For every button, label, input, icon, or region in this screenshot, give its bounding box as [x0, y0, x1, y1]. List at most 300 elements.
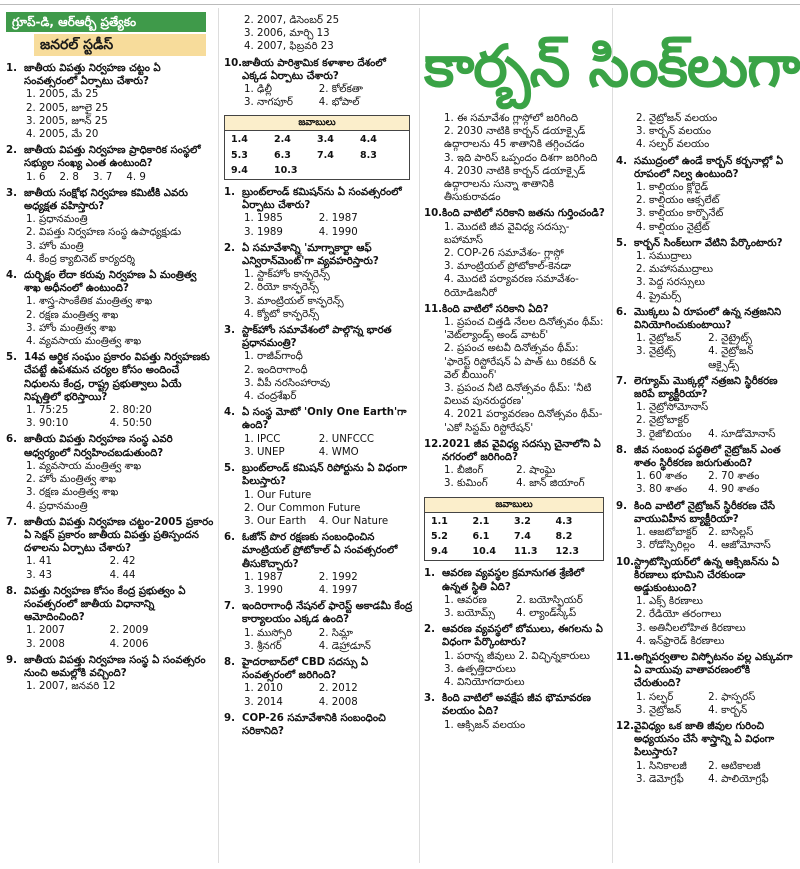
- option: 3. అతినీలలోహిత కిరణాలు: [636, 622, 746, 634]
- question-number: 9.: [224, 712, 235, 724]
- question-item: [616, 375, 800, 441]
- question: [224, 57, 414, 83]
- option: 3. ప్రపంచ నీటి దినోత్సవం థీమ్: 'నీటి విలువ పునరుద్ధరణ': [444, 383, 592, 408]
- option: 3. 2005, జూన్ 25: [26, 115, 108, 127]
- option-row: [616, 760, 800, 786]
- option: 4. సల్ఫర్ వలయం: [636, 139, 710, 151]
- question: [616, 237, 800, 250]
- option: 2. 42: [109, 556, 136, 568]
- question-item: [616, 651, 800, 717]
- option: 1. 2010: [244, 683, 283, 695]
- column-1: [6, 0, 216, 693]
- option: 1. 2005, మే 25: [26, 89, 99, 101]
- question-number: 3.: [224, 325, 235, 337]
- option: 3. నాగపూర్: [244, 97, 293, 109]
- option: 4. 2030 నాటికి కార్బన్ డయాక్సైడ్ ఉద్గారాలను సున్నా శాతానికి తీసుకురావడం: [444, 165, 586, 204]
- question-text: అగ్నిపర్వతాల విస్ఫోటనం వల్ల ఎక్కువగా ఏ వాయువు వాతావరణంలోకి చేరుతుంది?: [634, 651, 793, 690]
- option: 3. 43: [26, 569, 52, 581]
- option: 3. ఉత్పత్తిదారులు: [444, 663, 516, 675]
- option-row: [6, 404, 216, 430]
- option: 3. 1989: [244, 226, 283, 238]
- option: 4. నైట్రోజన్ ఆక్సైడ్స్: [708, 346, 754, 371]
- question-number: 8.: [224, 656, 235, 668]
- option-row: [616, 428, 800, 441]
- option: 1. సల్ఫర్: [636, 691, 674, 703]
- option: 4. కార్బన్: [708, 704, 748, 716]
- option: 4. WMO: [318, 446, 359, 458]
- option: 2. కాల్షియం ఆక్సలేట్: [636, 195, 720, 207]
- option: 1. శాస్త్ర-సాంకేతిక మంత్రిత్వ శాఖ: [26, 296, 153, 308]
- option: 2. కోల్‌కతా: [318, 84, 363, 96]
- question-number: 7.: [224, 601, 235, 613]
- option: 4. వినియోగదారులు: [444, 676, 525, 688]
- question-number: 9.: [6, 654, 17, 666]
- answer-grid: [225, 131, 409, 179]
- question-number: 3.: [6, 187, 17, 199]
- question-text: కింది వాటిలో సరికాని ఏది?: [442, 303, 549, 315]
- question-text: సముద్రంలో ఉండే కార్బన్ కర్బనాల్లో ఏ రూపంలో నిల్వ ఉంటుంది?: [634, 155, 784, 180]
- option: 4. 44: [109, 569, 136, 581]
- question-item: [424, 207, 608, 299]
- option: 3. నైట్రేట్స్: [636, 346, 676, 358]
- option: 3. 80 శాతం: [636, 484, 688, 496]
- option: 4. వ్యవసాయ మంత్రిత్వ శాఖ: [26, 336, 142, 348]
- option: 3. 1990: [244, 584, 283, 596]
- question-text: జీవ సంబంధ పద్ధతిలో నైట్రోజన్ ఎంత శాతం స్థిరీకరణ జరుగుతుంది?: [634, 444, 781, 470]
- answer-item: 8.2: [555, 530, 573, 542]
- option: 1. రాజీవ్‌గాంధీ: [244, 351, 303, 363]
- answer-item: 7.4: [317, 149, 334, 161]
- option: 1. 1985: [244, 213, 283, 225]
- answer-item: 3.2: [514, 515, 531, 527]
- option-row: [6, 624, 216, 650]
- column-3: [424, 112, 608, 732]
- column-divider: [218, 8, 219, 863]
- question: [224, 186, 414, 212]
- option: 3. Our Earth: [244, 515, 307, 527]
- answer-item: 4.4: [360, 134, 377, 146]
- option: 4. 2005, మే 20: [26, 129, 99, 141]
- option: 2. ఆటికాలజీ: [708, 760, 761, 772]
- option: 1. 2007, జనవరి 12: [26, 681, 116, 693]
- option: 2. మహాసముద్రాలు: [636, 264, 714, 276]
- answer-item: 6.3: [274, 149, 291, 161]
- question-text: బ్రుంట్‌లాండ్ కమిషన్‌ను ఏ సంవత్సరంలో ఏర్పాటు చేశారు?: [242, 187, 402, 212]
- question-text: హైదరాబాద్‌లో CBD సదస్సు ఏ సంవత్సరంలో జరిగింది?: [242, 656, 369, 682]
- option: 1. Our Future: [244, 489, 312, 501]
- question-number: 4.: [616, 155, 627, 167]
- option: 3. డెమోగ్రఫీ: [636, 773, 684, 785]
- option: 4. మొదటి పర్యావరణ సమావేశం-రియోడిజనీరో: [444, 274, 579, 299]
- question-text: ఆవరణ వ్యవస్థలో బోములు, ఈగలను ఏ విధంగా పేర్కొంటారు?: [442, 624, 603, 649]
- page-headline: కార్బన్ సింక్‌లుగా: [424, 32, 800, 100]
- question-text: ఏ సంస్థ మోటో 'Only One Earth'గా ఉంది?: [242, 407, 407, 432]
- option: 4. Our Nature: [318, 515, 389, 527]
- option: 1. పరాన్న జీవులు 2. విచ్ఛిన్నకారులు: [444, 650, 590, 662]
- option: 2. రక్షణ మంత్రిత్వ శాఖ: [26, 309, 119, 321]
- option-row: [224, 627, 414, 653]
- option: 4. సూడోమోనాస్: [708, 428, 776, 440]
- option: 2. ఇందిరాగాంధీ: [244, 364, 308, 376]
- option: 4. ప్రైమర్స్: [636, 290, 682, 302]
- question-list-6: [616, 112, 800, 786]
- option: 2. 2030 నాటికి కార్బన్ డయాక్సైడ్ ఉద్గారాలను 45 శాతానికి తగ్గించడం: [444, 126, 586, 151]
- question-number: 1.: [224, 187, 235, 199]
- question-number: 12.: [424, 438, 443, 450]
- question-text: జాతీయ విపత్తు నిర్వహణ సంస్థ ఎవరి ఆధ్వర్యంలో నిర్వహించబడుతుంది?: [24, 434, 173, 459]
- question: [224, 656, 414, 682]
- option: 2. నైట్రైట్స్: [708, 333, 752, 345]
- option: 4. డెహ్రాడూన్: [318, 640, 371, 652]
- question-number: 3.: [424, 693, 435, 705]
- option-row: [616, 691, 800, 717]
- option: 1. వ్యవసాయ మంత్రిత్వ శాఖ: [26, 460, 142, 472]
- option: 4. 2021 పర్యావరణం దినోత్సవం థీమ్- 'ఎకో సిస్టమ్ రిస్టోరేషన్': [444, 409, 603, 434]
- option-row: [224, 83, 414, 109]
- option-row: [224, 433, 414, 459]
- question-item: [6, 433, 216, 512]
- question-text: ఏ సమావేశాన్ని 'మాగ్నాకార్టా ఆఫ్ ఎన్విరాన్‌మెంట్'గా వ్యవహరిస్తారు?: [242, 242, 379, 268]
- option: 1. మొదటి జీవ వైవిధ్య సదస్సు-బహామాస్: [444, 221, 570, 246]
- option: 2. బయోస్ఫియర్: [516, 594, 583, 606]
- option: 2. బాసిల్లస్: [708, 527, 754, 539]
- question-text: జాతీయ విపత్తు నిర్వహణ చట్టం ఏ సంవత్సరంలో ఏర్పాటు చేశారు?: [24, 63, 161, 88]
- question-item: [224, 600, 414, 653]
- question-item: [6, 187, 216, 266]
- option-row: [616, 526, 800, 552]
- option: 3. 2006, మార్చి 13: [244, 28, 330, 40]
- option: 1. IPCC: [244, 433, 281, 445]
- question: [224, 406, 414, 432]
- question-item: [224, 712, 414, 738]
- option: 2. రేడియో తరంగాలు: [636, 609, 722, 621]
- question-list-5: [424, 567, 608, 731]
- answer-box-1: [224, 115, 410, 180]
- question-number: 8.: [616, 444, 627, 456]
- question-number: 7.: [6, 516, 17, 528]
- option: 3. వీపీ నరసింహారావు: [244, 377, 331, 389]
- question: [224, 462, 414, 488]
- option: 2. 1992: [318, 571, 358, 583]
- question-text: విపత్తు నిర్వహణ కోసం కేంద్ర ప్రభుత్వం ఏ సంవత్సరంలో జాతీయ విధానాన్ని ఆమోదించింది?: [24, 585, 186, 624]
- question-number: 5.: [224, 463, 235, 475]
- answer-item: 7.4: [514, 530, 531, 542]
- option: 2. విపత్తు నిర్వహణ సంస్థ ఉపాధ్యక్షుడు: [26, 227, 182, 239]
- column-4: [616, 112, 800, 786]
- question-item: [224, 531, 414, 597]
- question: [224, 242, 414, 268]
- question-number: 5.: [616, 237, 627, 249]
- question: [424, 692, 608, 718]
- question: [616, 720, 800, 760]
- question-number: 2.: [424, 624, 435, 636]
- option: 4. ప్రధానమంత్రి: [26, 500, 88, 512]
- option: 3. UNEP: [244, 446, 285, 458]
- option: 1. ముస్సోరి: [244, 627, 293, 639]
- question-item: [616, 444, 800, 497]
- section-subject: జనరల్ స్టడీస్: [34, 34, 206, 56]
- question-item: [424, 623, 608, 689]
- answer-item: 9.4: [431, 546, 448, 558]
- option: 1. ఢిల్లీ: [244, 84, 272, 96]
- question-text: బ్రుంట్‌లాండ్ కమిషన్ రిపోర్టును ఏ విధంగా పిలుస్తారు?: [242, 463, 408, 488]
- option: 4. 2006: [109, 638, 149, 650]
- question: [424, 438, 608, 464]
- question-item: [6, 585, 216, 651]
- option: 2. 2007, డిసెంబర్ 25: [244, 15, 340, 26]
- question-list-3: [224, 186, 414, 738]
- option: 4. క్యోటో కాన్ఫరెన్స్: [244, 308, 319, 320]
- option: 4. ల్యాండ్‌స్కేప్: [516, 607, 577, 619]
- question-text: కింది వాటిలో నైట్రోజన్ స్థిరీకరణ చేసే వాయువిహీన బ్యాక్టీరియా?: [634, 500, 776, 525]
- question-text: వైవిధ్యం ఒక జాతి జీవుల గురించి అధ్యయనం చేసే శాస్త్రాన్ని ఏ విధంగా పిలుస్తారు?: [634, 720, 775, 759]
- answer-item: 2.1: [472, 515, 490, 527]
- question: [224, 531, 414, 571]
- question: [616, 306, 800, 332]
- question-text: మొక్కలు ఏ రూపంలో ఉన్న నత్రజనిని వినియోగించుకుంటాయి?: [634, 306, 782, 332]
- question-item: [224, 462, 414, 528]
- option: 3. కాల్షియం కార్బొనేట్: [636, 208, 724, 220]
- question: [616, 556, 800, 596]
- answer-item: 10.4: [472, 546, 496, 558]
- question-item: [224, 656, 414, 709]
- question-number: 10.: [616, 556, 635, 568]
- option: 4. 2008: [318, 696, 358, 708]
- column-2: [224, 0, 414, 738]
- question-text: ఓజోన్ పొర రక్షణకు సంబంధించిన మాంట్రియల్ ప్రోటోకాల్ ఏ సంవత్సరంలో తీసుకొచ్చారు?: [242, 532, 398, 570]
- option: 3. మాంట్రియల్ కాన్ఫరెన్స్: [244, 295, 344, 307]
- question-item: [6, 351, 216, 430]
- answer-item: 2.4: [274, 134, 291, 146]
- question-text: స్టాక్‌హోం సమావేశంలో పాల్గొన్న భారత ప్రధానమంత్రి?: [242, 325, 392, 350]
- option: 4. 50:50: [109, 418, 152, 430]
- question: [6, 187, 216, 213]
- option: 1. ఈ సమావేశం గ్లాస్గోలో జరిగింది: [444, 113, 579, 124]
- option: 2. నైట్రోజన్ వలయం: [636, 113, 718, 124]
- answer-item: 12.3: [555, 546, 579, 558]
- column-divider: [612, 8, 613, 863]
- option: 4. చంద్రశేఖర్: [244, 391, 297, 403]
- question-item: [224, 186, 414, 239]
- question: [424, 207, 608, 220]
- question: [616, 651, 800, 691]
- option: 4. కేంద్ర క్యాబినెట్ కార్యదర్శి: [26, 253, 135, 265]
- question-number: 1.: [6, 63, 17, 74]
- question-item: [224, 242, 414, 321]
- question: [6, 144, 216, 170]
- question-number: 2.: [6, 145, 17, 157]
- option: 3. హోం మంత్రిత్వ శాఖ: [26, 322, 117, 334]
- option: 1. ఆక్సిజన్ వలయం: [444, 719, 526, 731]
- option: 3. రోడోస్పిరిల్లం: [636, 540, 696, 552]
- option: 2. 8: [59, 171, 79, 183]
- option: 4. ఇన్‌ఫ్రారెడ్ కిరణాలు: [636, 635, 725, 647]
- question-text: దుర్భిక్షం లేదా కరువు నిర్వహణ ఏ మంత్రిత్వ శాఖ అధీనంలో ఉంటుంది?: [24, 270, 197, 295]
- question: [424, 567, 608, 593]
- answer-item: 1.1: [431, 515, 448, 527]
- option: 1. సినికాలజీ: [636, 760, 687, 772]
- question-item: [424, 692, 608, 732]
- question-item: [616, 500, 800, 553]
- option: 2. 80:20: [109, 405, 152, 417]
- option: 3. హోం మంత్రి: [26, 240, 84, 252]
- answer-box-2: [424, 497, 604, 562]
- option: 3. 2008: [26, 638, 65, 650]
- option: 3. పెద్ద సరస్సులు: [636, 277, 705, 289]
- option-row: [424, 464, 608, 490]
- question-number: 6.: [224, 532, 235, 544]
- question: [224, 712, 414, 738]
- option: 2. నైట్రోబాక్టర్: [636, 415, 690, 427]
- option: 3. ఇది పారిస్ ఒప్పందం దిశగా జరిగింది: [444, 152, 598, 164]
- question: [424, 623, 608, 649]
- option: 1. ప్రపంచ చిత్తడి నేలల దినోత్సవం థీమ్: 'వెట్‌ల్యాండ్స్ అండ్ వాటర్': [444, 317, 604, 342]
- question: [224, 324, 414, 350]
- option: 3. బయోమ్స్: [444, 607, 496, 619]
- question: [616, 500, 800, 526]
- option: 2. COP-26 సమావేశం- గ్లాస్గో: [444, 248, 564, 260]
- question-number: 1.: [424, 568, 435, 580]
- question-number: 6.: [616, 306, 627, 318]
- option: 1. 41: [26, 556, 52, 568]
- option: 2. 2005, జూలై 25: [26, 102, 109, 114]
- question-item: [224, 57, 414, 110]
- option: 4. జాన్ జియాంగ్: [516, 478, 585, 490]
- question-number: 11.: [424, 303, 443, 315]
- question-item: [224, 324, 414, 403]
- option-row: [224, 682, 414, 708]
- question-text: జాతీయ విపత్తు నిర్వహణ ప్రాధికారిక సంస్థలో సభ్యుల సంఖ్య ఎంత ఉంటుంది?: [24, 145, 201, 170]
- option: 1. ప్రధానమంత్రి: [26, 214, 88, 226]
- question-item: [424, 303, 608, 435]
- option: 2. హోం మంత్రిత్వ శాఖ: [26, 474, 117, 486]
- option: 1. 75:25: [26, 405, 69, 417]
- question-number: 9.: [616, 500, 627, 512]
- option: 3. రైజోబియం: [636, 428, 692, 440]
- answer-title: జవాబులు: [225, 116, 409, 131]
- question: [616, 444, 800, 470]
- option-row: [616, 470, 800, 496]
- question: [6, 433, 216, 459]
- answer-item: 5.2: [431, 530, 448, 542]
- option: 3. 90:10: [26, 418, 69, 430]
- option: 1. 1987: [244, 571, 283, 583]
- option: 2. 70 శాతం: [708, 471, 760, 483]
- option: 3. శ్రీనగర్: [244, 640, 282, 652]
- question-item: [6, 654, 216, 694]
- option: 1. బీజింగ్: [444, 465, 484, 477]
- question-text: ఇందిరాగాంధీ నేషనల్ ఫారెస్ట్ అకాడమీ కేంద్ర కార్యాలయం ఎక్కడ ఉంది?: [242, 601, 413, 626]
- option: 1. 2007: [26, 625, 65, 637]
- option-row: [224, 571, 414, 597]
- option: 3. 2014: [244, 696, 283, 708]
- option: 4. ఆజోమోనాస్: [708, 540, 771, 552]
- question-list-1: [6, 62, 216, 693]
- question-text: స్ట్రాటోస్ఫియర్‌లో ఉన్న ఆక్సిజన్‌ను ఏ కిరణాలు భూమిని చేరకుండా అడ్డుకుంటుంది?: [634, 556, 780, 594]
- option: 4. 1997: [318, 584, 358, 596]
- question-item: [616, 155, 800, 234]
- option: 2. UNFCCC: [318, 433, 375, 445]
- answer-item: 4.3: [555, 515, 573, 527]
- option: 3. రక్షణ మంత్రిత్వ శాఖ: [26, 487, 119, 499]
- question-list-4: [424, 112, 608, 491]
- answer-item: 6.1: [472, 530, 490, 542]
- option: 2. 2009: [109, 625, 149, 637]
- question-text: COP-26 సమావేశానికి సంబంధించి సరికానిది?: [242, 712, 386, 737]
- option: 2. రియో కాన్ఫరెన్స్: [244, 282, 319, 294]
- option: 3. 7: [92, 171, 113, 183]
- question-number: 11.: [616, 651, 635, 663]
- question-number: 12.: [616, 720, 635, 732]
- question-number: 7.: [616, 375, 627, 387]
- option: 2. సిమ్లా: [318, 627, 353, 639]
- question: [616, 155, 800, 181]
- answer-title: జవాబులు: [425, 498, 603, 513]
- option: 2. 1987: [318, 213, 358, 225]
- option: 3. మాంట్రియల్ ప్రోటోకాల్-కెనడా: [444, 261, 572, 273]
- question-item: [6, 62, 216, 141]
- option: 3. కుమింగ్: [444, 478, 488, 490]
- question-number: 8.: [6, 585, 17, 597]
- question-text: కింది వాటిలో అవక్షేప జీవ భౌమావరణ వలయం ఏది?: [442, 693, 591, 718]
- question-text: 2021 జీవ వైవిధ్య సదస్సు చైనాలోని ఏ నగరంలో జరిగింది?: [442, 438, 601, 464]
- answer-grid: [425, 513, 603, 561]
- column-divider: [419, 8, 420, 863]
- option: 1. కాల్షియం క్లోరైడ్: [636, 182, 709, 194]
- question: [6, 516, 216, 556]
- question-item: [6, 144, 216, 184]
- question-item: [6, 516, 216, 582]
- answer-item: 3.4: [317, 134, 334, 146]
- option: 1. స్టాక్‌హోం కాన్ఫరెన్స్: [244, 269, 330, 281]
- option: 1. నైట్రోజన్: [636, 333, 682, 345]
- option: 4. 9: [126, 171, 146, 183]
- option: 1. 60 శాతం: [636, 471, 688, 483]
- question-number: 2.: [224, 242, 235, 254]
- question: [6, 654, 216, 680]
- question-text: కార్బన్ సింక్‌లుగా వేటిని పేర్కొంటారు?: [634, 237, 783, 249]
- question: [6, 269, 216, 295]
- question: [6, 351, 216, 404]
- question-item: [424, 438, 608, 491]
- question-item: [616, 112, 800, 152]
- answer-item: 5.3: [231, 149, 248, 161]
- question-number: 4.: [6, 270, 17, 282]
- option-row: [6, 555, 216, 581]
- answer-item: 8.3: [360, 149, 377, 161]
- question-item: [616, 306, 800, 372]
- option: 2. ఫాస్ఫరస్: [708, 691, 756, 703]
- question-text: జాతీయ సంక్షోభ నిర్వహణ కమిటీకి ఎవరు అధ్యక్షత వహిస్తారు?: [24, 187, 188, 213]
- question-number: 10.: [424, 208, 443, 220]
- option: 3. నైట్రోజన్: [636, 704, 682, 716]
- question-item: [424, 112, 608, 204]
- answer-item: 10.3: [274, 164, 298, 176]
- question: [424, 303, 608, 316]
- question-text: ఆవరణ వ్యవస్థల క్రమానుగత శ్రేణిలో ఉన్నత స్థితి ఏది?: [442, 568, 584, 593]
- option: 1. 6: [26, 171, 46, 183]
- answer-item: 1.4: [231, 134, 248, 146]
- question-item: [616, 556, 800, 648]
- question-item: [424, 567, 608, 620]
- option-row: [6, 171, 216, 184]
- option: 1. ఆవరణ: [444, 594, 487, 606]
- question-list-2: [224, 57, 414, 110]
- question-item: [6, 269, 216, 348]
- section-tag: గ్రూప్-డి, ఆర్ఆర్బీ ప్రత్యేకం: [6, 12, 206, 32]
- question-item: [616, 237, 800, 303]
- question-item: [224, 406, 414, 459]
